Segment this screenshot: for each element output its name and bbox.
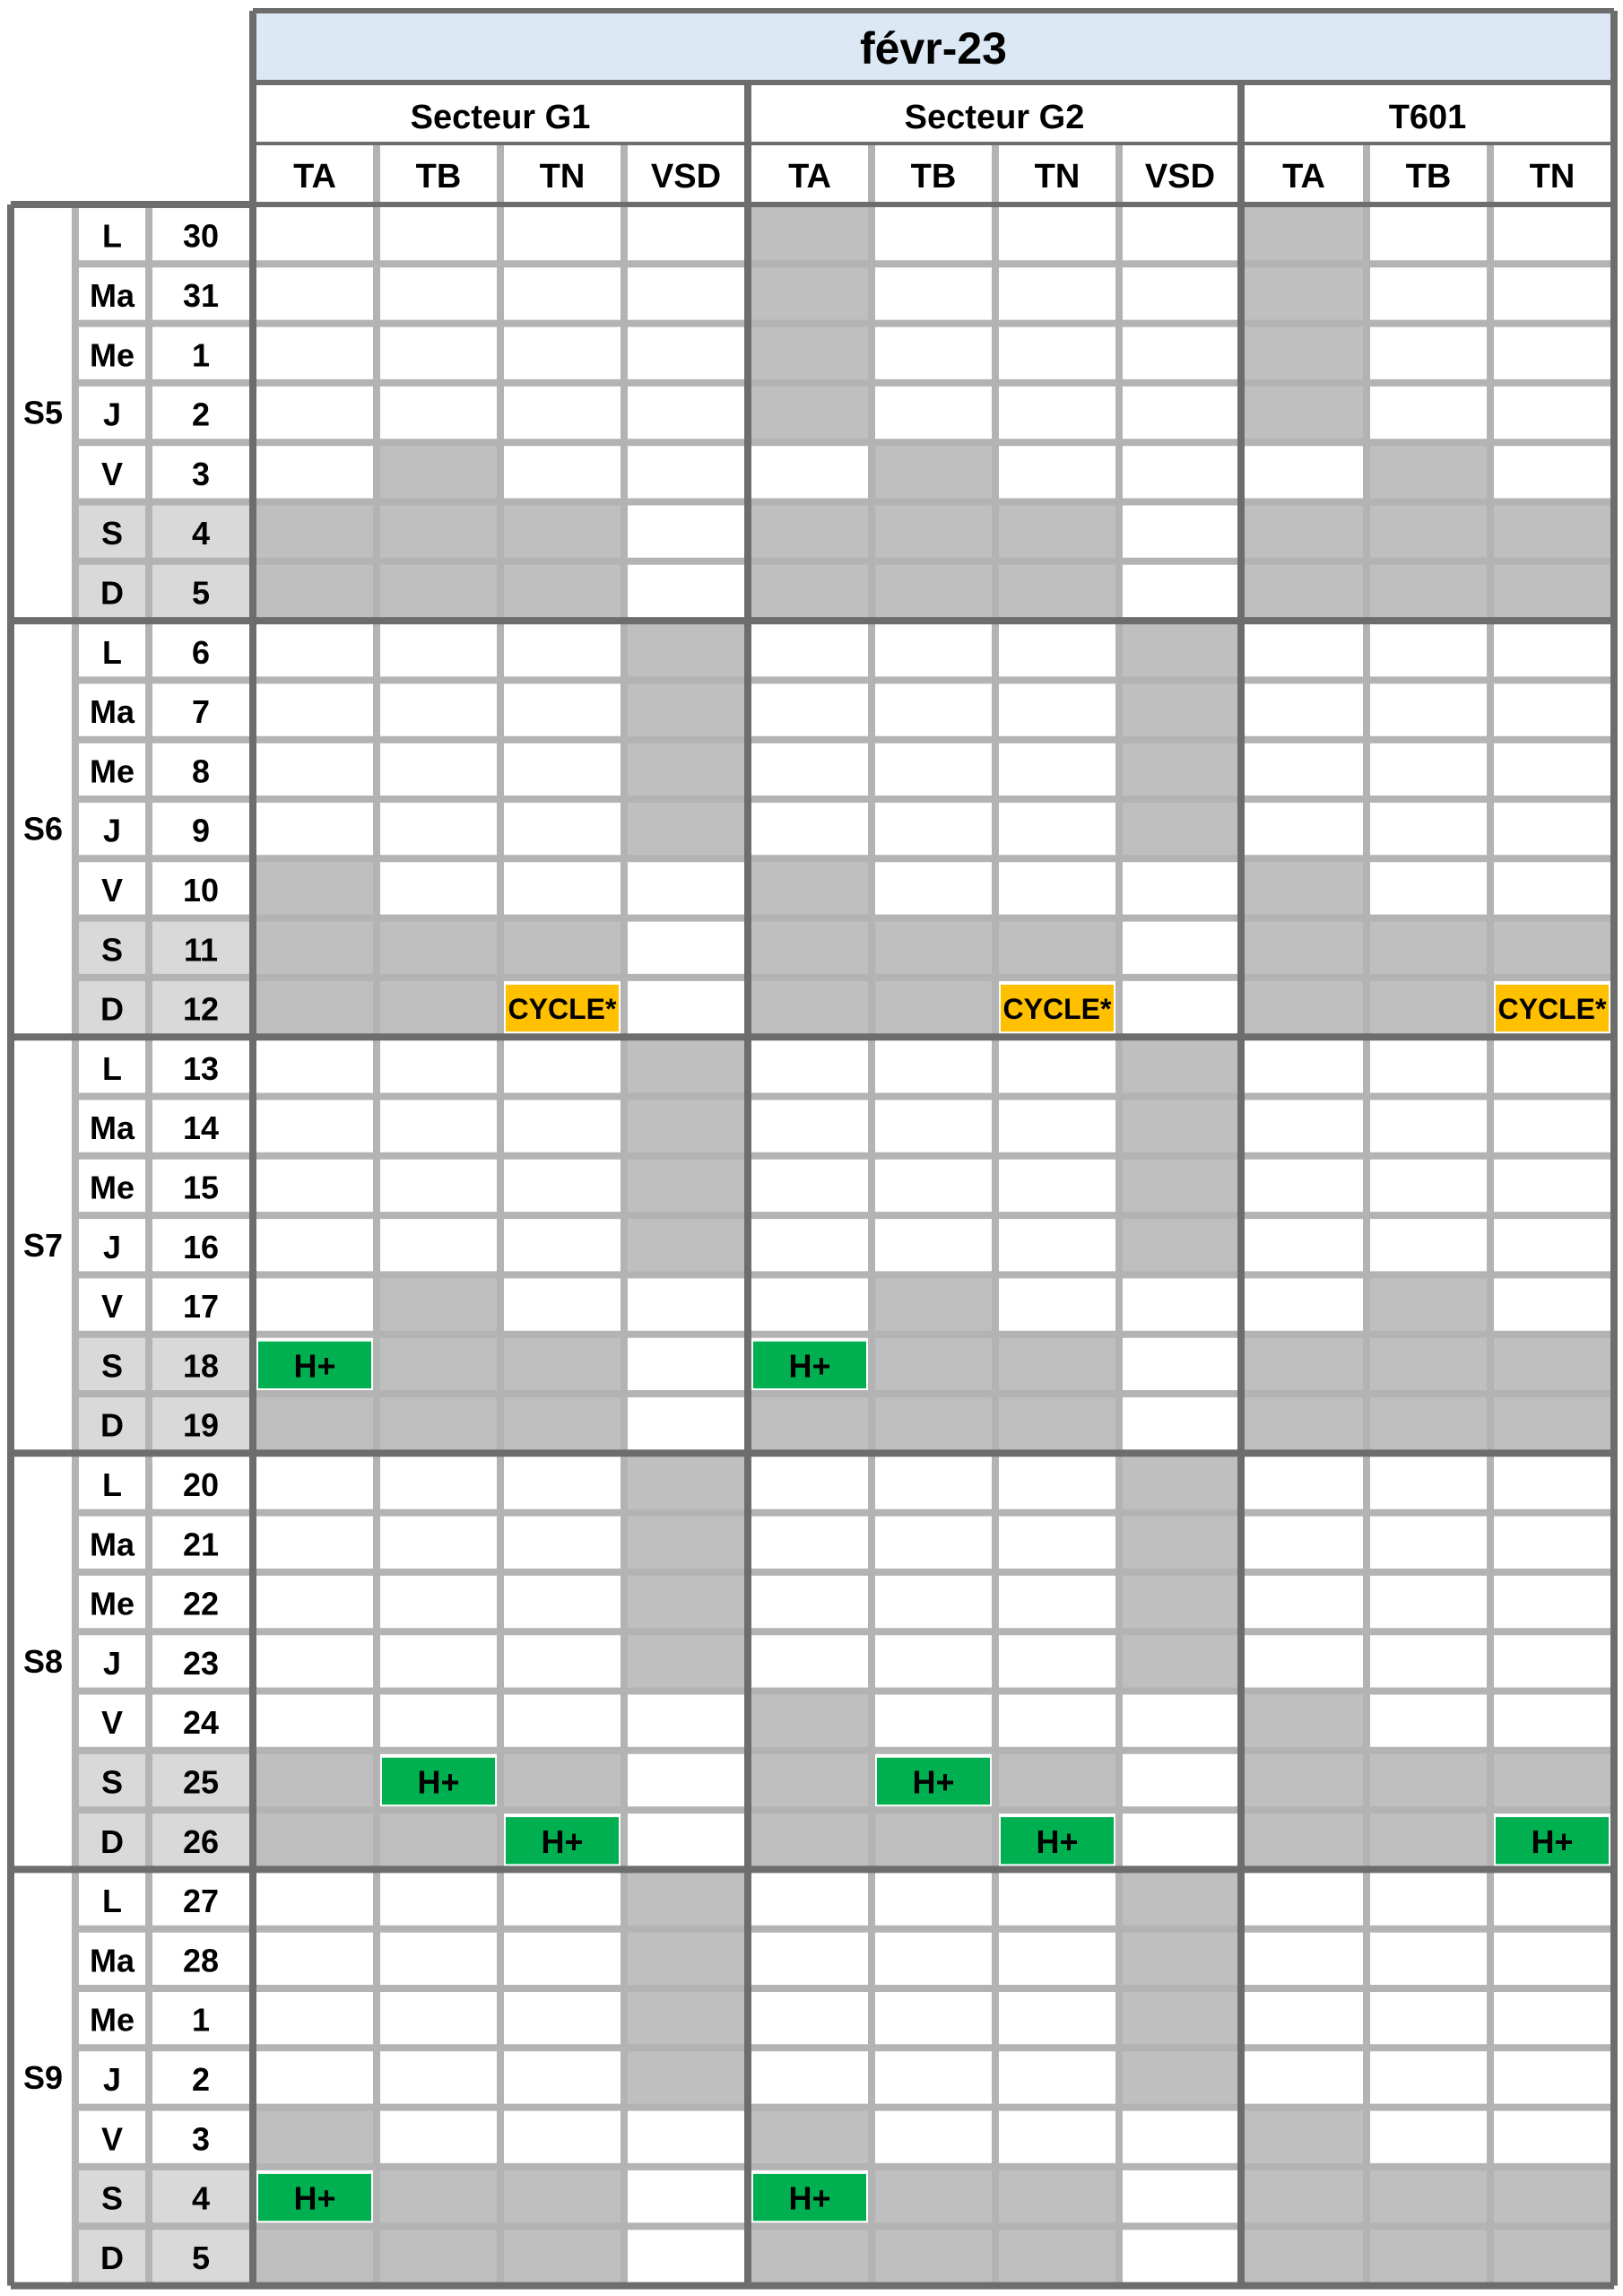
shaded-cell <box>1119 1513 1241 1572</box>
day-of-week: Me <box>89 1585 135 1622</box>
day-number: 3 <box>191 2120 211 2158</box>
hplus-label: H+ <box>912 1763 955 1801</box>
shaded-cell <box>624 1037 748 1096</box>
shaded-cell <box>1119 799 1241 858</box>
shaded-cell <box>1490 1394 1614 1453</box>
shaded-cell <box>253 1394 377 1453</box>
shaded-cell <box>872 978 995 1037</box>
shaded-cell <box>1367 2226 1490 2285</box>
shaded-cell <box>1241 1751 1367 1810</box>
column-header: TA <box>788 158 831 196</box>
shaded-cell <box>1241 1810 1367 1869</box>
hplus-label: H+ <box>1036 1822 1079 1860</box>
shaded-cell <box>1119 740 1241 799</box>
day-of-week: V <box>100 871 124 909</box>
shaded-cell <box>748 502 872 561</box>
shaded-cell <box>1367 1810 1490 1869</box>
shaded-cell <box>872 918 995 978</box>
day-of-week: J <box>102 396 122 433</box>
day-of-week: Me <box>89 752 135 790</box>
shaded-cell <box>1367 978 1490 1037</box>
shaded-cell <box>872 1394 995 1453</box>
shaded-cell <box>253 561 377 621</box>
column-header: TA <box>1282 158 1325 196</box>
day-number: 16 <box>182 1228 220 1265</box>
shaded-cell <box>748 2108 872 2167</box>
day-of-week: L <box>102 217 122 255</box>
shaded-cell <box>872 502 995 561</box>
day-of-week: V <box>100 1704 124 1742</box>
shaded-cell <box>1241 2108 1367 2167</box>
hplus-label: H+ <box>1531 1822 1574 1860</box>
day-number: 24 <box>182 1704 220 1742</box>
day-of-week: L <box>102 633 122 671</box>
shaded-cell <box>377 1335 500 1394</box>
shaded-cell <box>1241 978 1367 1037</box>
shaded-cell <box>624 1453 748 1512</box>
shaded-cell <box>1119 1097 1241 1156</box>
shaded-cell <box>1367 1394 1490 1453</box>
column-header: TA <box>293 158 336 196</box>
shaded-cell <box>1367 442 1490 501</box>
column-header: VSD <box>1144 158 1216 196</box>
shaded-cell <box>995 1751 1119 1810</box>
shaded-cell <box>995 2167 1119 2226</box>
shaded-cell <box>1367 1274 1490 1334</box>
day-number: 15 <box>182 1169 220 1206</box>
day-of-week: Me <box>89 336 135 374</box>
hplus-label: H+ <box>788 2179 831 2217</box>
shaded-cell <box>1241 1394 1367 1453</box>
week-label: S7 <box>22 1226 64 1264</box>
shaded-cell <box>624 740 748 799</box>
shaded-cell <box>377 2167 500 2226</box>
shaded-cell <box>1490 918 1614 978</box>
shaded-cell <box>748 264 872 323</box>
cycle-label: CYCLE* <box>508 993 617 1026</box>
shaded-cell <box>872 561 995 621</box>
day-of-week: Ma <box>89 1526 135 1563</box>
column-header: TN <box>539 158 586 196</box>
shaded-cell <box>253 978 377 1037</box>
shaded-cell <box>872 2226 995 2285</box>
shaded-cell <box>1241 2167 1367 2226</box>
day-number: 1 <box>191 336 211 374</box>
shaded-cell <box>1241 1692 1367 1751</box>
shaded-cell <box>872 1335 995 1394</box>
day-number: 30 <box>182 217 220 255</box>
shaded-cell <box>1119 1037 1241 1096</box>
shaded-cell <box>624 1572 748 1631</box>
day-of-week: S <box>100 1347 124 1385</box>
shaded-cell <box>624 1097 748 1156</box>
shaded-cell <box>1119 2048 1241 2107</box>
shaded-cell <box>377 2226 500 2285</box>
group-header: T601 <box>1388 99 1467 136</box>
shaded-cell <box>500 1751 624 1810</box>
day-of-week: V <box>100 455 124 492</box>
shaded-cell <box>1241 918 1367 978</box>
shaded-cell <box>1119 1988 1241 2048</box>
shaded-cell <box>1119 1215 1241 1274</box>
shaded-cell <box>748 204 872 264</box>
shaded-cell <box>748 1751 872 1810</box>
column-header: TB <box>415 158 462 196</box>
hplus-label: H+ <box>293 2179 336 2217</box>
shaded-cell <box>377 1274 500 1334</box>
cell-layer <box>253 204 1614 2286</box>
shaded-cell <box>995 502 1119 561</box>
day-number: 13 <box>182 1049 220 1087</box>
day-of-week: S <box>100 1763 124 1801</box>
shaded-cell <box>1367 561 1490 621</box>
shaded-cell <box>1241 264 1367 323</box>
shaded-cell <box>377 978 500 1037</box>
shaded-cell <box>624 1631 748 1691</box>
shaded-cell <box>624 1929 748 1988</box>
shaded-cell <box>377 502 500 561</box>
day-number: 10 <box>182 871 220 909</box>
shaded-cell <box>253 2226 377 2285</box>
shaded-cell <box>624 1156 748 1215</box>
day-number: 6 <box>191 633 211 671</box>
column-header: TB <box>910 158 957 196</box>
shaded-cell <box>872 1810 995 1869</box>
week-label: S6 <box>22 810 64 848</box>
shaded-cell <box>500 2167 624 2226</box>
shaded-cell <box>872 1274 995 1334</box>
day-number: 1 <box>191 2001 211 2039</box>
shaded-cell <box>377 442 500 501</box>
shaded-cell <box>500 1335 624 1394</box>
day-number: 14 <box>182 1109 220 1147</box>
cycle-label: CYCLE* <box>1497 993 1607 1026</box>
shaded-cell <box>624 680 748 739</box>
group-header: Secteur G2 <box>904 99 1085 136</box>
day-number: 18 <box>182 1347 220 1385</box>
shaded-cell <box>624 621 748 680</box>
hplus-label: H+ <box>788 1347 831 1385</box>
column-header: TN <box>1034 158 1081 196</box>
day-number: 2 <box>191 396 211 433</box>
shaded-cell <box>253 858 377 918</box>
day-of-week: V <box>100 2120 124 2158</box>
day-number: 31 <box>182 276 220 314</box>
shaded-cell <box>500 1394 624 1453</box>
shaded-cell <box>500 2226 624 2285</box>
shaded-cell <box>624 1869 748 1928</box>
day-number: 27 <box>182 1883 220 1920</box>
shaded-cell <box>253 2108 377 2167</box>
day-number: 3 <box>191 455 211 492</box>
shaded-cell <box>377 1810 500 1869</box>
shaded-cell <box>1119 1869 1241 1928</box>
shaded-cell <box>872 442 995 501</box>
shaded-cell <box>1119 1929 1241 1988</box>
shaded-cell <box>624 1513 748 1572</box>
day-of-week: Ma <box>89 693 135 731</box>
week-label: S8 <box>22 1642 64 1680</box>
day-of-week: D <box>100 574 124 612</box>
shaded-cell <box>748 1810 872 1869</box>
shaded-cell <box>748 978 872 1037</box>
day-of-week: Ma <box>89 1942 135 1979</box>
hplus-label: H+ <box>541 1822 584 1860</box>
shaded-cell <box>995 561 1119 621</box>
day-of-week: S <box>100 2179 124 2217</box>
shaded-cell <box>1490 502 1614 561</box>
shaded-cell <box>624 2048 748 2107</box>
shaded-cell <box>748 383 872 442</box>
shaded-cell <box>748 858 872 918</box>
day-number: 20 <box>182 1465 220 1503</box>
shaded-cell <box>1490 2226 1614 2285</box>
shaded-cell <box>748 561 872 621</box>
marker-layer <box>258 985 1609 2221</box>
shaded-cell <box>872 2167 995 2226</box>
column-header: VSD <box>650 158 722 196</box>
shaded-cell <box>995 918 1119 978</box>
shaded-cell <box>1241 858 1367 918</box>
shaded-cell <box>1367 918 1490 978</box>
shaded-cell <box>500 561 624 621</box>
day-of-week: L <box>102 1883 122 1920</box>
shaded-cell <box>377 561 500 621</box>
day-of-week: L <box>102 1465 122 1503</box>
day-of-week: J <box>102 2060 122 2098</box>
shaded-cell <box>1367 502 1490 561</box>
hplus-label: H+ <box>293 1347 336 1385</box>
day-of-week: Me <box>89 1169 135 1206</box>
shaded-cell <box>1119 621 1241 680</box>
day-of-week: Ma <box>89 276 135 314</box>
day-number: 25 <box>182 1763 220 1801</box>
shaded-cell <box>1490 1751 1614 1810</box>
shaded-cell <box>377 918 500 978</box>
shaded-cell <box>1119 1453 1241 1512</box>
day-number: 21 <box>182 1526 220 1563</box>
day-of-week: D <box>100 1822 124 1860</box>
group-header: Secteur G1 <box>410 99 591 136</box>
day-of-week: D <box>100 2239 124 2276</box>
shaded-cell <box>1367 1751 1490 1810</box>
page-title: févr-23 <box>860 23 1007 74</box>
shaded-cell <box>1241 204 1367 264</box>
day-of-week: S <box>100 515 124 552</box>
shaded-cell <box>1119 1156 1241 1215</box>
day-number: 2 <box>191 2060 211 2098</box>
shaded-cell <box>1119 1572 1241 1631</box>
shaded-cell <box>748 1394 872 1453</box>
day-number: 17 <box>182 1288 220 1326</box>
shaded-cell <box>1241 502 1367 561</box>
shaded-cell <box>1367 2167 1490 2226</box>
day-number: 5 <box>191 574 211 612</box>
day-of-week: Ma <box>89 1109 135 1147</box>
day-number: 12 <box>182 990 220 1028</box>
shaded-cell <box>995 2226 1119 2285</box>
shaded-cell <box>253 502 377 561</box>
day-of-week: Me <box>89 2001 135 2039</box>
shaded-cell <box>1119 1631 1241 1691</box>
day-number: 4 <box>191 2179 211 2217</box>
day-of-week: L <box>102 1049 122 1087</box>
day-number: 9 <box>191 812 211 849</box>
cycle-label: CYCLE* <box>1002 993 1112 1026</box>
shaded-cell <box>748 324 872 383</box>
shaded-cell <box>1490 561 1614 621</box>
shaded-cell <box>253 918 377 978</box>
shaded-cell <box>253 1810 377 1869</box>
shaded-cell <box>377 1394 500 1453</box>
shaded-cell <box>748 2226 872 2285</box>
day-of-week: D <box>100 990 124 1028</box>
column-header: TN <box>1529 158 1575 196</box>
shaded-cell <box>500 918 624 978</box>
shaded-cell <box>624 1988 748 2048</box>
shaded-cell <box>1490 1335 1614 1394</box>
shaded-cell <box>624 799 748 858</box>
day-of-week: J <box>102 1644 122 1682</box>
day-number: 11 <box>183 931 219 969</box>
day-number: 8 <box>191 752 211 790</box>
shaded-cell <box>1490 2167 1614 2226</box>
shaded-cell <box>748 1692 872 1751</box>
day-number: 5 <box>191 2239 211 2276</box>
day-of-week: D <box>100 1406 124 1444</box>
day-of-week: S <box>100 931 124 969</box>
shaded-cell <box>253 1751 377 1810</box>
day-number: 26 <box>182 1822 220 1860</box>
shaded-cell <box>748 918 872 978</box>
shaded-cell <box>500 502 624 561</box>
shaded-cell <box>1241 1335 1367 1394</box>
shaded-cell <box>1241 2226 1367 2285</box>
day-of-week: J <box>102 812 122 849</box>
shaded-cell <box>1241 383 1367 442</box>
shaded-cell <box>624 1215 748 1274</box>
day-number: 22 <box>182 1585 220 1622</box>
week-label: S5 <box>22 394 64 431</box>
shaded-cell <box>1119 680 1241 739</box>
hplus-label: H+ <box>417 1763 460 1801</box>
day-of-week: V <box>100 1288 124 1326</box>
day-number: 4 <box>191 515 211 552</box>
shaded-cell <box>1241 561 1367 621</box>
week-label: S9 <box>22 2058 64 2096</box>
column-header: TB <box>1405 158 1452 196</box>
day-number: 7 <box>191 693 211 731</box>
day-number: 19 <box>182 1406 220 1444</box>
day-of-week: J <box>102 1228 122 1265</box>
day-number: 23 <box>182 1644 220 1682</box>
shaded-cell <box>995 1335 1119 1394</box>
shaded-cell <box>995 1394 1119 1453</box>
shaded-cell <box>1367 1335 1490 1394</box>
shaded-cell <box>1241 324 1367 383</box>
day-number: 28 <box>182 1942 220 1979</box>
